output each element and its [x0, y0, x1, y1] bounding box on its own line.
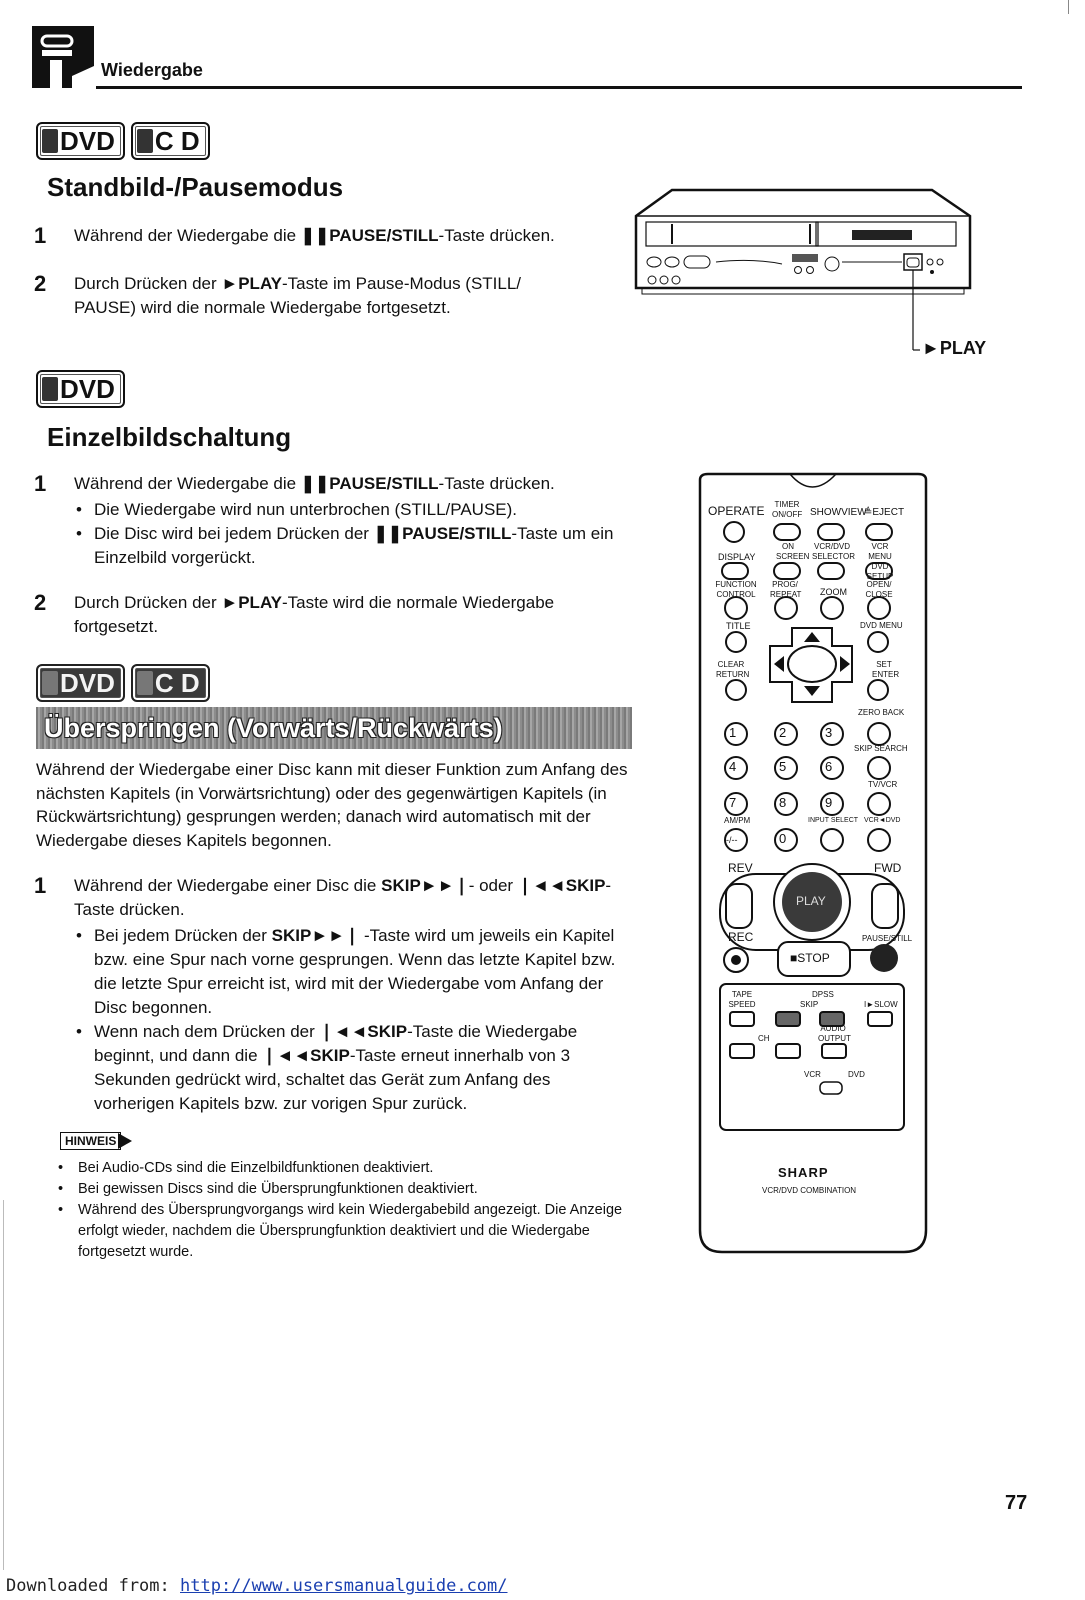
- section1-badges: [36, 122, 216, 160]
- remote-label-title: TITLE: [726, 621, 751, 631]
- section3-intro: Während der Wiedergabe einer Disc kann mit dieser Funktion zum Anfang des nächsten Kapitels (in Vorwärtsrichtung) oder des gegenwärtigen Kapitels (in Rückwärtsrichtung) gesprungen werden; danach wird automatisch mit der Wiedergabe dieses Kapitels begonnen.: [36, 760, 628, 850]
- list-item: • Bei jedem Drücken der SKIP►►❘ -Taste wird um jeweils ein Kapitel bzw. eine Spur nach vorne gesprungen. Wenn das letzte Kapitel bzw. die letzte Spur erreicht ist, wird mit der Wiedergabe vom Anfang der Disc begonnen.: [92, 924, 634, 1020]
- margin-mark: [1068, 0, 1069, 14]
- section3-badges: [36, 664, 216, 702]
- remote-label-zoom: ZOOM: [820, 587, 847, 597]
- section1-title: Standbild-/Pausemodus: [47, 172, 344, 202]
- remote-label-dvd: DVD: [848, 1070, 865, 1079]
- section2-step-1: 1 Während der Wiedergabe die ❚❚PAUSE/STILL-Taste drücken. • Die Wiedergabe wird nun unterbrochen (STILL/PAUSE). • Die Disc wird bei jedem Drücken der ❚❚PAUSE/STILL-Taste um ein Einzelbild vorgerückt.: [34, 472, 624, 570]
- hinweis-notes: [58, 1158, 636, 1263]
- section3-step1-bullets: [74, 924, 634, 1116]
- remote-label-zero-back: ZERO BACK: [858, 708, 905, 717]
- dvd-badge: DVD: [36, 122, 125, 160]
- digit-7-button: 7: [729, 795, 737, 810]
- remote-label-tv-vcr: TV/VCR: [868, 780, 898, 789]
- remote-label-audio-output: AUDIO OUTPUT: [818, 1024, 851, 1043]
- source-link[interactable]: http://www.usersmanualguide.com/: [180, 1576, 508, 1596]
- remote-label-operate: OPERATE: [708, 504, 765, 518]
- remote-label-skip: SKIP: [800, 1000, 819, 1009]
- remote-label-vcr-dvd: VCR◄DVD: [864, 817, 901, 824]
- remote-play-button: PLAY: [796, 894, 826, 908]
- section2-badges: [36, 370, 131, 408]
- remote-label-tape-speed: TAPE SPEED: [728, 990, 756, 1009]
- remote-label-ch: CH: [758, 1034, 770, 1043]
- remote-control-illustration: [692, 470, 932, 1255]
- remote-label-clear-return: CLEAR RETURN: [716, 660, 750, 679]
- remote-brand-logo: SHARP: [778, 1165, 829, 1180]
- note-item: • Bei gewissen Discs sind die Übersprungfunktionen deaktiviert.: [76, 1179, 636, 1200]
- hinweis-label: HINWEIS: [60, 1132, 121, 1150]
- remote-label-dvd-menu: DVD MENU: [860, 621, 903, 630]
- page-number: 77: [1005, 1492, 1028, 1514]
- dvd-badge: DVD: [36, 370, 125, 408]
- remote-label-dpss: DPSS: [812, 990, 834, 999]
- section3-title: Überspringen (Vorwärts/Rückwärts): [36, 707, 632, 749]
- remote-label-rev: REV: [728, 861, 753, 875]
- cd-badge: C D: [131, 664, 210, 702]
- digit-6-button: 6: [825, 759, 833, 774]
- digit-5-button: 5: [779, 759, 787, 774]
- playback-section-icon: [32, 26, 94, 88]
- list-item: • Die Disc wird bei jedem Drücken der ❚❚PAUSE/STILL-Taste um ein Einzelbild vorgerückt.: [92, 522, 624, 570]
- remote-label-pause-still: PAUSE/STILL: [862, 934, 913, 943]
- vcr-dvd-player-illustration: [632, 188, 974, 358]
- remote-label-function-control: FUNCTION CONTROL: [715, 580, 757, 599]
- remote-label-am-pm: AM/PM: [724, 816, 751, 825]
- remote-label-skip-search: SKIP SEARCH: [854, 744, 908, 753]
- remote-label-prog-repeat: PROG/ REPEAT: [770, 580, 802, 599]
- remote-label-open-close: OPEN/ CLOSE: [865, 580, 893, 599]
- section1-step-2: 2 Durch Drücken der ►PLAY-Taste im Pause-Modus (STILL/ PAUSE) wird die normale Wiedergabe fortgesetzt.: [34, 271, 522, 317]
- margin-mark: [3, 1200, 4, 1570]
- list-item: • Die Wiedergabe wird nun unterbrochen (STILL/PAUSE).: [92, 498, 624, 522]
- remote-model-label: VCR/DVD COMBINATION: [762, 1186, 857, 1195]
- digit-4-button: 4: [729, 759, 737, 774]
- section2-title: Einzelbildschaltung: [47, 422, 292, 452]
- digit-3-button: 3: [825, 725, 833, 740]
- digit-0-button: 0: [779, 831, 787, 846]
- remote-label-set-enter: SET ENTER: [872, 660, 900, 679]
- remote-label-input-select: INPUT SELECT: [808, 817, 859, 824]
- digit-8-button: 8: [779, 795, 787, 810]
- section3-step-1: 1 Während der Wiedergabe einer Disc die SKIP►►❘- oder ❘◄◄SKIP-Taste drücken. • Bei jedem Drücken der SKIP►►❘ -Taste wird um jeweils ein Kapitel bzw. eine Spur nach vorne gesprungen. Wenn das letzte Kapitel bzw. die letzte Spur erreicht ist, wird mit der Wiedergabe vom Anfang der Disc begonnen. • Wenn nach dem Drücken der ❘◄◄SKIP-Taste die Wiedergabe beginnt, und dann die ❘◄◄SKIP-Taste erneut innerhalb von 3 Sekunden gedrückt wird, schaltet das Gerät zum Anfang des vorherigen Kapitels bzw. zur vorigen Spur zurück.: [34, 874, 634, 1116]
- hinweis-arrow-icon: [118, 1133, 132, 1149]
- download-footer: Downloaded from: http://www.usersmanualguide.com/: [6, 1576, 508, 1596]
- section2-step-2: 2 Durch Drücken der ►PLAY-Taste wird die normale Wiedergabe fortgesetzt.: [34, 590, 555, 636]
- note-item: • Bei Audio-CDs sind die Einzelbildfunktionen deaktiviert.: [76, 1158, 636, 1179]
- remote-label-display: DISPLAY: [718, 552, 756, 562]
- section2-step1-bullets: [74, 498, 624, 570]
- remote-label-vcr-menu: VCR MENU DVD SETUP: [866, 542, 894, 581]
- remote-label-rec: REC: [728, 930, 754, 944]
- remote-label-showview: SHOWVIEW: [810, 507, 867, 518]
- note-item: • Während des Übersprungvorgangs wird kein Wiedergabebild angezeigt. Die Anzeige erfolgt wieder, nachdem die Übersprungfunktion deaktiviert und die Wiedergabe fortgesetzt wurde.: [76, 1200, 636, 1263]
- list-item: • Wenn nach dem Drücken der ❘◄◄SKIP-Taste die Wiedergabe beginnt, und dann die ❘◄◄SKIP-Taste erneut innerhalb von 3 Sekunden gedrückt wird, schaltet das Gerät zum Anfang des vorherigen Kapitels bzw. zur vorigen Spur zurück.: [92, 1020, 634, 1116]
- cd-badge: C D: [131, 122, 210, 160]
- remote-stop-button: ■STOP: [790, 951, 830, 965]
- section1-step-1: 1 Während der Wiedergabe die ❚❚PAUSE/STILL-Taste drücken.: [34, 223, 555, 248]
- remote-label-eject: ≜EJECT: [864, 507, 905, 518]
- remote-label-fwd: FWD: [874, 861, 902, 875]
- remote-label-vcr: VCR: [804, 1070, 821, 1079]
- header-rule: [96, 86, 1022, 89]
- play-button-callout: ►PLAY: [922, 338, 987, 358]
- digit-dash-button: -/--: [726, 835, 738, 845]
- digit-2-button: 2: [779, 725, 787, 740]
- remote-label-slow: I►SLOW: [864, 1000, 898, 1009]
- remote-label-timer: TIMER ON/OFF: [772, 500, 803, 519]
- digit-9-button: 9: [825, 795, 833, 810]
- digit-1-button: 1: [729, 725, 737, 740]
- remote-label-vcr-dvd-selector: VCR/DVD SELECTOR: [812, 542, 855, 561]
- header-title: Wiedergabe: [101, 60, 203, 80]
- dvd-badge: DVD: [36, 664, 125, 702]
- remote-label-on-screen: ON SCREEN: [776, 542, 810, 561]
